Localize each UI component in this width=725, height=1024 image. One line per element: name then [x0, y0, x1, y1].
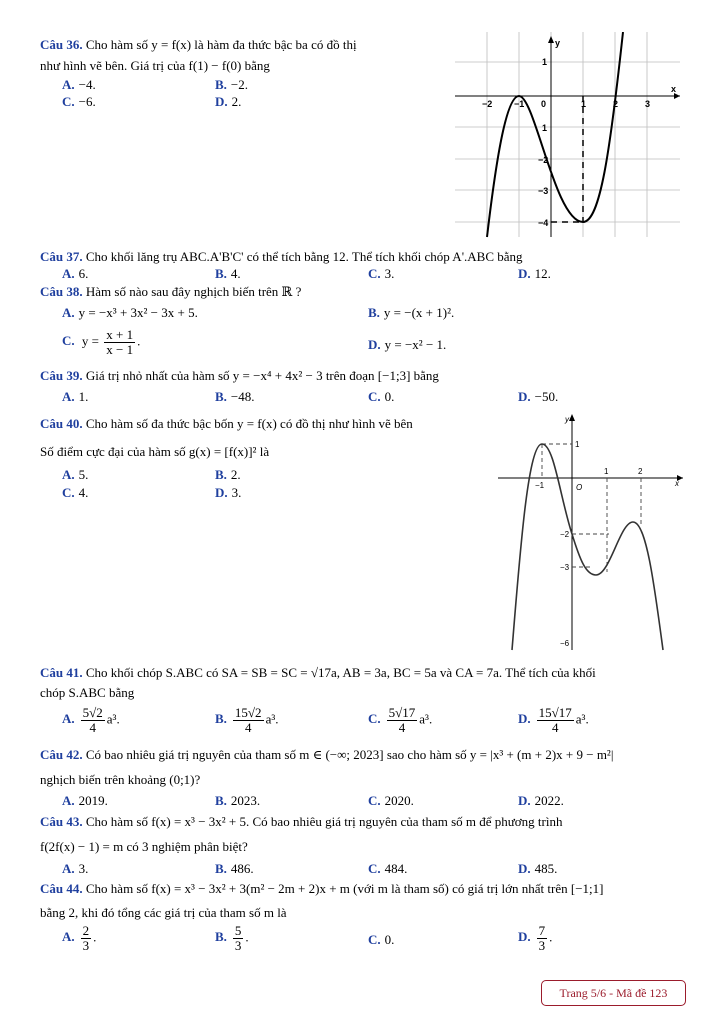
q44-stem-line2: bằng 2, khi đó tổng các giá trị của tham số m là [40, 905, 287, 920]
q39-label: Câu 39. [40, 368, 83, 383]
q41-option-b[interactable]: B. $\frac{15√2}{4}$ a³. [215, 705, 279, 735]
q38-text: Hàm số nào sau đây nghịch biến trên ℝ ? [85, 284, 302, 299]
q36-stem-line2: như hình vẽ bên. Giá trị của f(1) − f(0) bằng [40, 58, 270, 73]
q36-stem-line1 [40, 37, 357, 53]
q36-option-d[interactable]: D. 2. [215, 94, 242, 109]
q44-option-b[interactable]: B. $\frac{5}{3}$ . [215, 923, 249, 953]
q42-label: Câu 42. [40, 747, 83, 762]
cubic-curve [487, 32, 623, 237]
cubic-tick-y-neg3: −3 [538, 186, 549, 196]
quartic-tick-y-1: 1 [575, 440, 580, 449]
q41-option-a[interactable]: A. $\frac{5√2}{4}$ a³. [62, 705, 120, 735]
q44-option-c[interactable]: C. 0. [368, 932, 395, 947]
q41-option-c[interactable]: C. $\frac{5√17}{4}$ a³. [368, 705, 433, 735]
q43-text1: Cho hàm số f(x) = x³ − 3x² + 5. Có bao nhiêu giá trị nguyên của tham số m để phương trình [85, 814, 563, 829]
q38-option-c[interactable]: C. y = $\frac{x + 1}{x - 1}$ . [62, 327, 141, 357]
q38-option-a[interactable]: A. y = −x³ + 3x² − 3x + 5. [62, 305, 198, 320]
q38-option-b[interactable]: B. y = −(x + 1)². [368, 305, 455, 320]
q41-text1: Cho khối chóp S.ABC có SA = SB = SC = √17a, AB = 3a, BC = 5a và CA = 7a. Thể tích của khối [85, 665, 596, 680]
quartic-tick-y-neg6: −6 [560, 639, 570, 648]
q44-stem-line1 [40, 881, 603, 897]
q44-text1: Cho hàm số f(x) = x³ − 3x² + 3(m² − 2m + 2)x + m (với m là tham số) có giá trị lớn nhất trên [−1;1] [85, 881, 604, 896]
quartic-y-label: y [565, 415, 569, 424]
q41-option-d[interactable]: D. $\frac{15√17}{4}$ a³. [518, 705, 589, 735]
cubic-grid [455, 32, 680, 237]
q40-text1: Cho hàm số đa thức bậc bốn y = f(x) có đồ thị như hình vẽ bên [85, 416, 413, 431]
cubic-y-arrow [548, 36, 554, 43]
cubic-y-label: y [555, 38, 561, 48]
quartic-tick-x-1: 1 [604, 467, 609, 476]
cubic-tick-y-neg1: 1 [542, 123, 548, 133]
page-footer-badge: Trang 5/6 - Mã đề 123 [541, 980, 686, 1006]
q38-stem [40, 284, 301, 300]
quartic-y-arrow [569, 414, 575, 421]
cubic-tick-y-neg2: −2 [538, 155, 549, 165]
cubic-tick-y-neg4: −4 [538, 218, 549, 228]
q41-stem-line1 [40, 665, 596, 681]
q42-option-d[interactable]: D. 2022. [518, 793, 564, 808]
cubic-tick-x-2: 2 [613, 99, 619, 109]
q40-label: Câu 40. [40, 416, 83, 431]
q40-option-a[interactable]: A. 5. [62, 467, 89, 482]
cubic-tick-x-neg1: −1 [514, 99, 525, 109]
q42-option-b[interactable]: B. 2023. [215, 793, 261, 808]
quartic-origin-label: O [576, 483, 583, 492]
q37-option-c[interactable]: C. 3. [368, 266, 395, 281]
q40-option-d[interactable]: D. 3. [215, 485, 242, 500]
q36-text1: Cho hàm số y = f(x) là hàm đa thức bậc ba có đồ thị [85, 37, 357, 52]
cubic-origin-label: 0 [541, 99, 547, 109]
q36-label: Câu 36. [40, 37, 83, 52]
q36-option-b[interactable]: B. −2. [215, 77, 249, 92]
q40-stem-line1 [40, 416, 413, 432]
q38-label: Câu 38. [40, 284, 83, 299]
cubic-tick-x-neg2: −2 [482, 99, 493, 109]
q42-stem-line1 [40, 747, 613, 763]
cubic-tick-x-1: 1 [581, 99, 587, 109]
q42-option-c[interactable]: C. 2020. [368, 793, 414, 808]
q38-c-fraction: $\frac{x + 1}{x - 1}$ [106, 327, 134, 357]
q43-stem-line2: f(2f(x) − 1) = m có 3 nghiệm phân biệt? [40, 839, 248, 854]
quartic-tick-y-neg2: −2 [560, 530, 570, 539]
cubic-tick-y-1: 1 [542, 57, 548, 67]
q44-label: Câu 44. [40, 881, 83, 896]
q39-option-a[interactable]: A. 1. [62, 389, 89, 404]
q44-option-d[interactable]: D. $\frac{7}{3}$ . [518, 923, 553, 953]
q37-stem [40, 249, 523, 265]
cubic-tick-x-3: 3 [645, 99, 651, 109]
q40-stem-line2: Số điểm cực đại của hàm số g(x) = [f(x)]² là [40, 444, 270, 459]
q37-label: Câu 37. [40, 249, 83, 264]
q37-option-d[interactable]: D. 12. [518, 266, 551, 281]
q37-option-b[interactable]: B. 4. [215, 266, 241, 281]
q43-option-a[interactable]: A. 3. [62, 861, 89, 876]
q43-option-b[interactable]: B. 486. [215, 861, 254, 876]
q43-option-c[interactable]: C. 484. [368, 861, 408, 876]
q36-option-c[interactable]: C. −6. [62, 94, 96, 109]
q42-option-a[interactable]: A. 2019. [62, 793, 108, 808]
q37-text: Cho khối lăng trụ ABC.A'B'C' có thể tích bằng 12. Thể tích khối chóp A'.ABC bằng [85, 249, 523, 264]
q42-text1: Có bao nhiêu giá trị nguyên của tham số m ∈ (−∞; 2023] sao cho hàm số y = |x³ + (m + 2)x + 9 − m²| [85, 747, 614, 762]
cubic-x-label: x [671, 84, 677, 94]
quartic-tick-x-2: 2 [638, 467, 643, 476]
q41-stem-line2: chóp S.ABC bằng [40, 685, 135, 700]
q43-option-d[interactable]: D. 485. [518, 861, 558, 876]
q37-option-a[interactable]: A. 6. [62, 266, 89, 281]
q38-option-d[interactable]: D. y = −x² − 1. [368, 337, 447, 352]
q39-option-c[interactable]: C. 0. [368, 389, 395, 404]
quartic-tick-y-neg3: −3 [560, 563, 570, 572]
quartic-x-label: x [675, 479, 679, 488]
q43-label: Câu 43. [40, 814, 83, 829]
q40-option-c[interactable]: C. 4. [62, 485, 89, 500]
q43-stem-line1 [40, 814, 563, 830]
quartic-tick-x-neg1: −1 [535, 481, 545, 490]
cubic-graph [455, 32, 683, 242]
q42-stem-line2: nghịch biến trên khoảng (0;1)? [40, 772, 201, 787]
quartic-graph [498, 412, 688, 652]
q39-stem [40, 368, 439, 384]
q41-label: Câu 41. [40, 665, 83, 680]
quartic-dashes [542, 444, 641, 572]
q44-option-a[interactable]: A. $\frac{2}{3}$ . [62, 923, 97, 953]
q39-option-d[interactable]: D. −50. [518, 389, 559, 404]
q39-text: Giá trị nhỏ nhất của hàm số y = −x⁴ + 4x² − 3 trên đoạn [−1;3] bằng [85, 368, 439, 383]
q40-option-b[interactable]: B. 2. [215, 467, 241, 482]
q39-option-b[interactable]: B. −48. [215, 389, 255, 404]
q36-option-a[interactable]: A. −4. [62, 77, 96, 92]
